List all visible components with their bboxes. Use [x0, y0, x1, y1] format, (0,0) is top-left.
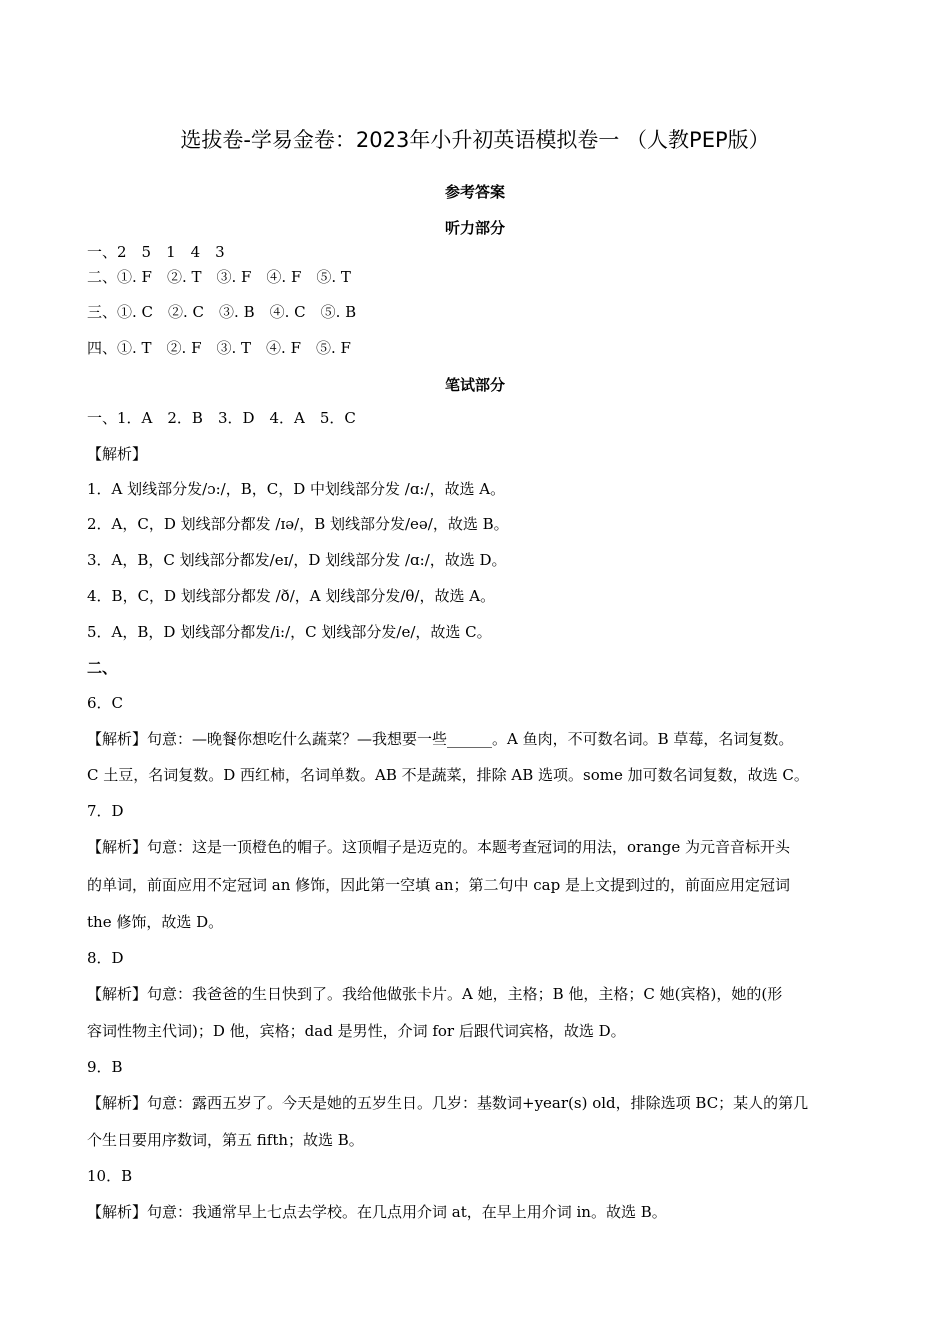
q8-analysis-line-2: 容词性物主代词)；D 他，宾格；dad 是男性，介词 for 后跟代词宾格，故选 D。 [87, 1022, 626, 1040]
listening-q3: 三、①. C ②. C ③. B ④. C ⑤. B [87, 303, 357, 321]
part1-item-2: 2．A，C，D 划线部分都发 /ɪə/，B 划线部分发/eə/，故选 B。 [87, 515, 509, 533]
q7-answer: 7．D [87, 802, 124, 820]
q9-answer: 9．B [87, 1058, 123, 1076]
q6-analysis-line-2: C 土豆，名词复数。D 西红柿，名词单数。AB 不是蔬菜，排除 AB 选项。some 加可数名词复数，故选 C。 [87, 766, 809, 784]
q7-analysis-line-1: 【解析】句意：这是一顶橙色的帽子。这顶帽子是迈克的。本题考查冠词的用法，orange 为元音音标开头 [87, 838, 791, 856]
part1-analysis-label: 【解析】 [87, 445, 148, 463]
part2-label: 二、 [87, 659, 118, 677]
answer-heading: 参考答案 [444, 183, 505, 201]
listening-q2: 二、①. F ②. T ③. F ④. F ⑤. T [87, 268, 351, 286]
q8-answer: 8．D [87, 949, 124, 967]
part1-item-5: 5．A，B，D 划线部分都发/i:/，C 划线部分发/e/，故选 C。 [87, 623, 492, 641]
part1-answers: 一、1．A 2．B 3．D 4．A 5．C [87, 409, 356, 427]
part1-item-4: 4．B，C，D 划线部分都发 /ð/，A 划线部分发/θ/，故选 A。 [87, 587, 496, 605]
q10-analysis-line-1: 【解析】句意：我通常早上七点去学校。在几点用介词 at，在早上用介词 in。故选 B。 [87, 1203, 667, 1221]
q7-analysis-line-2: 的单词，前面应用不定冠词 an 修饰，因此第一空填 an；第二句中 cap 是上文提到过的，前面应用定冠词 [87, 876, 790, 894]
q6-answer: 6．C [87, 694, 124, 712]
q6-analysis-line-1: 【解析】句意：—晚餐你想吃什么蔬菜？—我想要一些______。A 鱼肉，不可数名词。B 草莓，名词复数。 [87, 730, 794, 748]
written-heading: 笔试部分 [444, 376, 505, 394]
page-title: 选拔卷-学易金卷：2023年小升初英语模拟卷一 （人教PEP版） [180, 128, 770, 152]
part1-item-3: 3．A，B，C 划线部分都发/eɪ/，D 划线部分发 /ɑ:/，故选 D。 [87, 551, 507, 569]
listening-heading: 听力部分 [444, 219, 505, 237]
q8-analysis-line-1: 【解析】句意：我爸爸的生日快到了。我给他做张卡片。A 她，主格；B 他，主格；C 她(宾格)，她的(形 [87, 985, 783, 1003]
q9-analysis-line-1: 【解析】句意：露西五岁了。今天是她的五岁生日。几岁：基数词+year(s) old，排除选项 BC；某人的第几 [87, 1094, 809, 1112]
listening-q1: 一、2 5 1 4 3 [87, 243, 225, 261]
q9-analysis-line-2: 个生日要用序数词，第五 fifth；故选 B。 [87, 1131, 364, 1149]
listening-q4: 四、①. T ②. F ③. T ④. F ⑤. F [87, 339, 351, 357]
part1-item-1: 1．A 划线部分发/ɔ:/，B，C，D 中划线部分发 /ɑ:/，故选 A。 [87, 480, 506, 498]
q10-answer: 10．B [87, 1167, 133, 1185]
q7-analysis-line-3: the 修饰，故选 D。 [87, 913, 224, 931]
